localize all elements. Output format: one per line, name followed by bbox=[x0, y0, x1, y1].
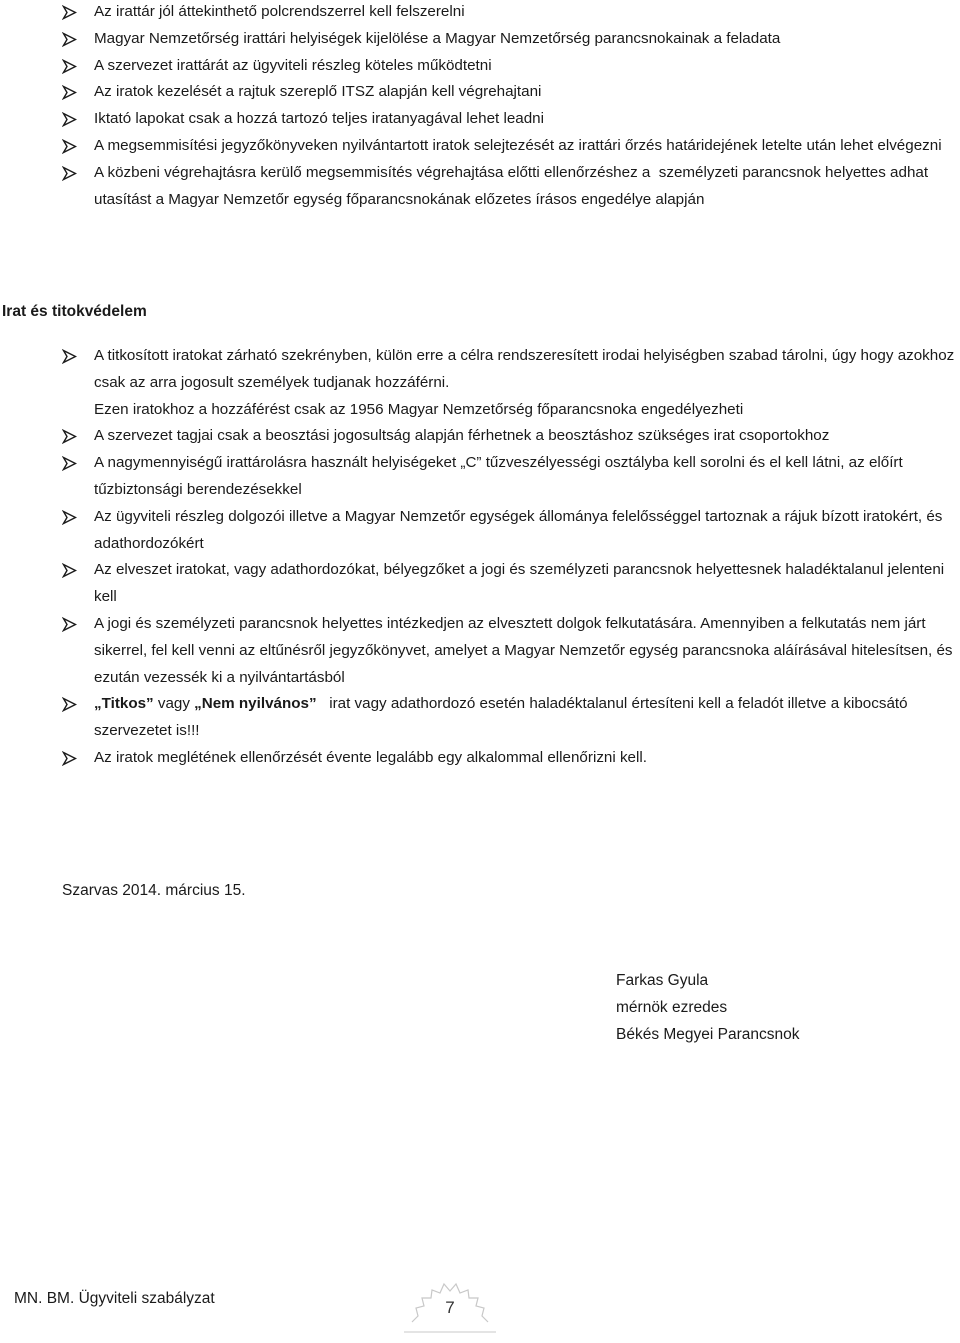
list-item-text: Az elveszet iratokat, vagy adathordozókat, bélyegzőket a jogi és személyzeti parancsnok helyettesnek haladéktalanul jelenteni kell bbox=[94, 561, 949, 606]
rules-list-archive bbox=[0, 0, 960, 213]
list-item bbox=[0, 423, 960, 450]
list-item bbox=[0, 745, 960, 772]
list-item bbox=[0, 343, 960, 423]
signer-rank: mérnök ezredes bbox=[616, 998, 728, 1016]
list-item bbox=[0, 79, 960, 106]
list-item-text: irat vagy adathordozó esetén haladéktalanul értesíteni kell a feladót illetve a kibocsátó szervezetet is!!! bbox=[94, 695, 912, 740]
arrowhead-bullet-icon bbox=[62, 32, 77, 47]
arrowhead-bullet-icon bbox=[62, 85, 77, 100]
page-number: 7 bbox=[445, 1298, 455, 1317]
classification-label: „Titkos” bbox=[94, 695, 154, 713]
list-item-continuation: Ezen iratokhoz a hozzáférést csak az 1956 Magyar Nemzetőrség főparancsnoka engedélyezheti bbox=[94, 400, 744, 418]
list-item bbox=[0, 450, 960, 504]
list-item bbox=[0, 504, 960, 558]
list-item-text: Iktató lapokat csak a hozzá tartozó teljes iratanyagával lehet leadni bbox=[94, 110, 544, 128]
list-item bbox=[0, 0, 960, 26]
arrowhead-bullet-icon bbox=[62, 112, 77, 127]
arrowhead-bullet-icon bbox=[62, 563, 77, 578]
footer-doc-title: MN. BM. Ügyviteli szabályzat bbox=[14, 1290, 215, 1307]
arrowhead-bullet-icon bbox=[62, 456, 77, 471]
signer-title: Békés Megyei Parancsnok bbox=[616, 1025, 800, 1043]
list-item-text: A nagymennyiségű irattárolásra használt helyiségeket „C” tűzveszélyességi osztályba kell sorolni és el kell látni, az előírt tűzbiztonsági berendezésekkel bbox=[94, 454, 907, 498]
list-item-text: A szervezet irattárát az ügyviteli részleg köteles működtetni bbox=[94, 56, 492, 74]
signer-name: Farkas Gyula bbox=[616, 972, 709, 989]
list-item-text: Az iratok meglétének ellenőrzését évente legalább egy alkalommal ellenőrizni kell. bbox=[94, 748, 647, 766]
list-item bbox=[0, 53, 960, 80]
arrowhead-bullet-icon bbox=[62, 510, 77, 525]
signature-block bbox=[616, 968, 800, 1048]
list-item-text: A közbeni végrehajtásra kerülő megsemmisítés végrehajtása előtti ellenőrzéshez a személyzeti parancsnok helyettes adhat utasítást a Magyar Nemzetőr egység főparancsnokának előzetes írásos engedélye alapján bbox=[94, 163, 933, 208]
place-date: Szarvas 2014. március 15. bbox=[62, 882, 246, 899]
list-item bbox=[0, 160, 960, 214]
arrowhead-bullet-icon bbox=[62, 349, 77, 364]
list-item bbox=[0, 26, 960, 53]
arrowhead-bullet-icon bbox=[62, 166, 77, 181]
arrowhead-bullet-icon bbox=[62, 429, 77, 444]
list-item bbox=[0, 691, 960, 745]
page-number-badge bbox=[404, 1276, 496, 1342]
arrowhead-bullet-icon bbox=[62, 139, 77, 154]
rules-list-confidential bbox=[0, 343, 960, 772]
list-item-text: A megsemmisítési jegyzőkönyveken nyilvántartott iratok selejtezését az irattári őrzés határidejének letelte után lehet elvégezni bbox=[94, 136, 942, 154]
section-heading: Irat és titokvédelem bbox=[2, 303, 147, 320]
arrowhead-bullet-icon bbox=[62, 5, 77, 20]
list-item-text: Az ügyviteli részleg dolgozói illetve a Magyar Nemzetőr egységek állománya felelősséggel tartoznak a rájuk bízott iratokért, és adathordozókért bbox=[94, 507, 947, 552]
arrowhead-bullet-icon bbox=[62, 751, 77, 766]
list-item bbox=[0, 106, 960, 133]
arrowhead-bullet-icon bbox=[62, 697, 77, 712]
list-item bbox=[0, 611, 960, 691]
list-item-text: A titkosított iratokat zárható szekrényben, külön erre a célra rendszeresített irodai helyiségben szabad tárolni, úgy hogy azokhoz csak az arra jogosult személyek tudjanak hozzáférni. bbox=[94, 347, 959, 391]
list-item-text: Az iratok kezelését a rajtuk szereplő ITSZ alapján kell végrehajtani bbox=[94, 83, 542, 101]
list-item bbox=[0, 133, 960, 160]
classification-label: „Nem nyilvános” bbox=[194, 695, 317, 713]
connector-text: vagy bbox=[153, 695, 195, 713]
list-item-text: Magyar Nemzetőrség irattári helyiségek kijelölése a Magyar Nemzetőrség parancsnokainak a feladata bbox=[94, 29, 781, 47]
list-item bbox=[0, 557, 960, 611]
arrowhead-bullet-icon bbox=[62, 59, 77, 74]
list-item-text: A jogi és személyzeti parancsnok helyettes intézkedjen az elvesztett dolgok felkutatására. Amennyiben a felkutatás nem járt sikerrel, fel kell venni az eltűnésről jegyzőkönyvet, amelyet a Magyar Nemzetőr egység parancsnoka aláírásával hitelesítsen, és ezután vezessék ki a nyilvántartásból bbox=[94, 614, 957, 686]
list-item-text: Az irattár jól áttekinthető polcrendszerrel kell felszerelni bbox=[94, 3, 465, 20]
arrowhead-bullet-icon bbox=[62, 617, 77, 632]
list-item-text: A szervezet tagjai csak a beosztási jogosultság alapján férhetnek a beosztáshoz szükséges irat csoportokhoz bbox=[94, 427, 830, 445]
